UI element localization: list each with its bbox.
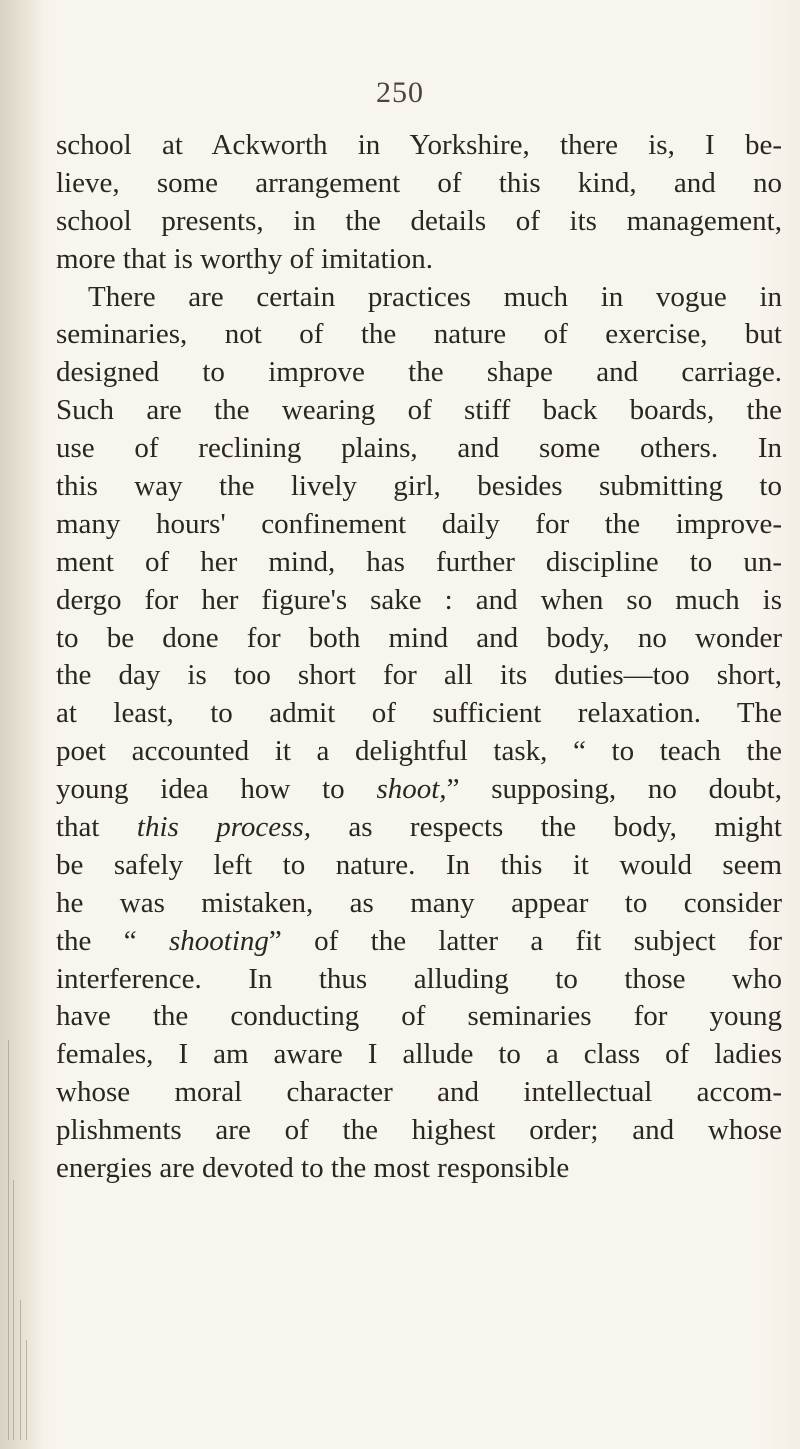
text-line: more that is worthy of imitation. xyxy=(56,242,433,275)
italic-this-process: this process, xyxy=(136,811,311,844)
text-line: have the conducting of seminaries for young xyxy=(56,1000,782,1033)
text-line: interference. In thus alluding to those who xyxy=(56,962,782,995)
text-line: the day is too short for all its duties—too short, xyxy=(56,659,782,692)
text-line: females, I am aware I allude to a class of ladies xyxy=(56,1038,782,1071)
text-line-with-italic: the “ shooting” of the latter a fit subject for xyxy=(56,924,782,957)
text-line: whose moral character and intellectual accom- xyxy=(56,1076,782,1109)
text-line: seminaries, not of the nature of exercise, but xyxy=(56,318,782,351)
text-line-with-italic: that this process, as respects the body, might xyxy=(56,811,782,844)
page-number: 250 xyxy=(376,76,424,109)
text-line: Such are the wearing of stiff back boards, the xyxy=(56,394,782,427)
text-line: plishments are of the highest order; and whose xyxy=(56,1114,782,1147)
text-line: this way the lively girl, besides submitting to xyxy=(56,470,782,503)
text-line-with-italic: young idea how to shoot,” supposing, no doubt, xyxy=(56,773,782,806)
text-line: designed to improve the shape and carriage. xyxy=(56,356,782,389)
text-line: There are certain practices much in vogue in xyxy=(88,280,782,313)
text-line: school presents, in the details of its management, xyxy=(56,204,782,237)
text-line: at least, to admit of sufficient relaxation. The xyxy=(56,697,782,730)
text-line: use of reclining plains, and some others. In xyxy=(56,432,782,465)
text-line: dergo for her figure's sake : and when so much is xyxy=(56,583,782,616)
italic-shooting: shooting xyxy=(169,924,269,957)
italic-shoot: shoot, xyxy=(376,773,447,806)
text-line: be safely left to nature. In this it would seem xyxy=(56,848,782,881)
text-line: he was mistaken, as many appear to consider xyxy=(56,886,782,919)
text-line: ment of her mind, has further discipline to un- xyxy=(56,545,782,578)
text-line: school at Ackworth in Yorkshire, there is, I be- xyxy=(56,129,782,161)
body-text xyxy=(56,127,782,1188)
text-line: many hours' confinement daily for the improve- xyxy=(56,507,782,540)
text-line: poet accounted it a delightful task, “ to teach the xyxy=(56,735,782,768)
text-line: energies are devoted to the most responsible xyxy=(56,1152,570,1185)
text-line: lieve, some arrangement of this kind, and no xyxy=(56,166,782,199)
book-gutter xyxy=(0,0,44,1449)
text-line: to be done for both mind and body, no wonder xyxy=(56,621,782,654)
